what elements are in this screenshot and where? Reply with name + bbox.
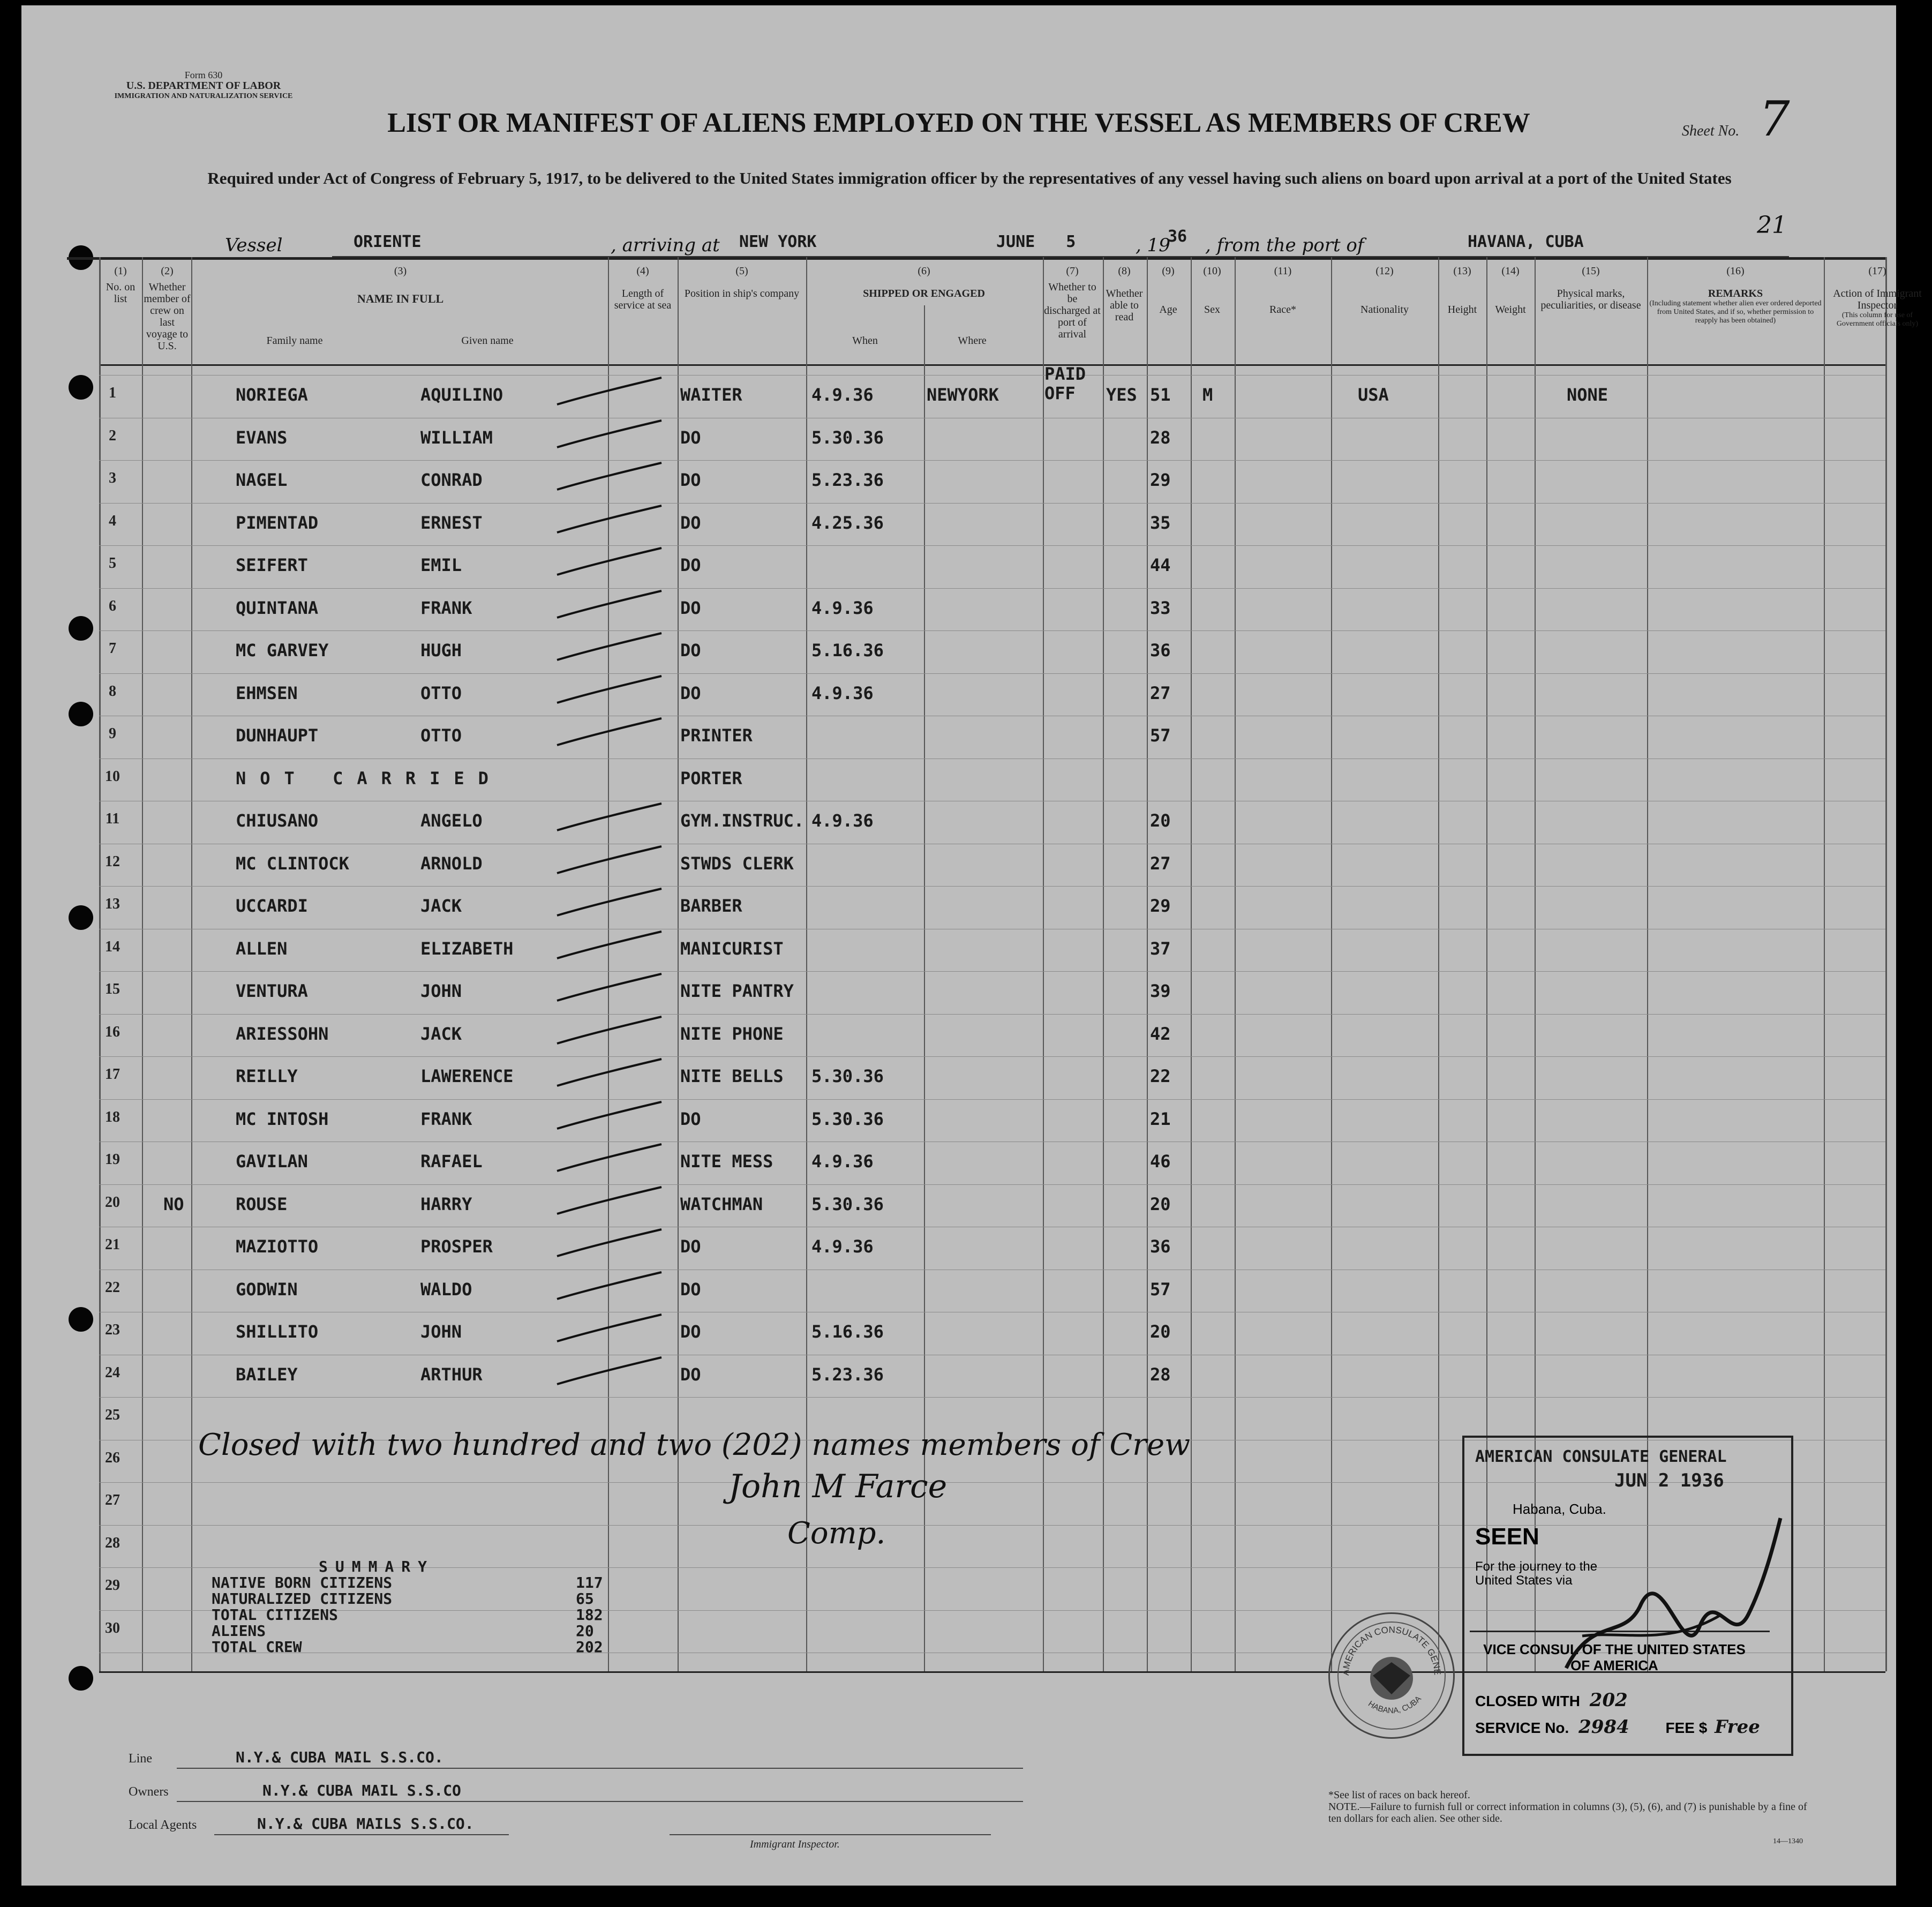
family-name-cell: VENTURA xyxy=(236,981,308,1001)
position-cell: NITE BELLS xyxy=(680,1066,784,1086)
row-number: 17 xyxy=(105,1066,120,1083)
shipped-when-cell: 4.9.36 xyxy=(811,682,874,703)
year-prefix: , 19 xyxy=(1136,235,1170,256)
shipped-when-cell: 4.9.36 xyxy=(811,1151,874,1172)
age-cell: 20 xyxy=(1150,810,1171,831)
position-cell: NITE PANTRY xyxy=(680,981,794,1001)
service-pen-mark xyxy=(552,971,670,1009)
col-16-header: (16) REMARKS (Including statement whether alien ever ordered deported from United States, and if so, whether permission to reapply has been obtained) xyxy=(1649,265,1822,325)
col-17-header: (17) Action of Immigrant Inspector (This column for use of Government officials only) xyxy=(1833,265,1922,328)
shipped-when-cell: 4.9.36 xyxy=(811,810,874,831)
age-cell: 29 xyxy=(1150,470,1171,490)
seal-graphic xyxy=(1330,1614,1453,1737)
vessel-name: ORIENTE xyxy=(354,232,422,251)
position-cell: NITE PHONE xyxy=(680,1023,784,1044)
position-cell: GYM.INSTRUC. xyxy=(680,810,805,831)
family-name-cell: SEIFERT xyxy=(236,555,308,575)
row-rule xyxy=(99,1397,1885,1398)
row-number: 3 xyxy=(109,470,116,486)
row-number: 10 xyxy=(105,768,120,785)
position-cell: DO xyxy=(680,555,701,575)
col-15-header: (15) Physical marks, peculiarities, or disease xyxy=(1540,265,1641,311)
age-cell: 21 xyxy=(1150,1108,1171,1129)
row-number: 19 xyxy=(105,1151,120,1168)
col-11-header: (11) Race* xyxy=(1269,265,1296,316)
row-number: 25 xyxy=(105,1407,120,1423)
given-name-cell: FRANK xyxy=(420,1108,472,1129)
shipped-when-cell: 5.16.36 xyxy=(811,1322,884,1342)
form-id-block xyxy=(102,70,305,102)
row-number: 20 xyxy=(105,1193,120,1211)
position-cell: STWDS CLERK xyxy=(680,853,794,874)
given-name-cell: AQUILINO xyxy=(420,385,503,405)
arrival-year: 36 xyxy=(1168,227,1187,246)
agents-label: Local Agents xyxy=(129,1818,197,1832)
row-rule xyxy=(99,971,1885,972)
row-number: 16 xyxy=(105,1023,120,1040)
given-name-cell: ANGELO xyxy=(420,810,483,831)
age-cell: 46 xyxy=(1150,1151,1171,1172)
row-rule xyxy=(99,1056,1885,1057)
age-cell: 27 xyxy=(1150,682,1171,703)
row-number: 4 xyxy=(109,512,116,529)
age-cell: 57 xyxy=(1150,725,1171,746)
department-name: U.S. DEPARTMENT OF LABOR xyxy=(126,80,281,92)
punch-hole xyxy=(69,1666,93,1691)
discharged-cell: PAID OFF xyxy=(1044,364,1086,403)
given-name-cell: EMIL xyxy=(420,555,462,575)
col-13-header: (13) Height xyxy=(1447,265,1477,316)
summary-value: 202 xyxy=(576,1638,603,1656)
stamp-journey: For the journey to the United States via xyxy=(1475,1559,1598,1588)
row-number: 27 xyxy=(105,1492,120,1508)
row-number: 14 xyxy=(105,938,120,955)
service-pen-mark xyxy=(552,1355,670,1392)
family-name-cell: PIMENTAD xyxy=(236,512,319,533)
stamp-seen: SEEN xyxy=(1475,1523,1539,1550)
sheet-number: 7 xyxy=(1759,91,1790,147)
position-cell: DO xyxy=(680,1364,701,1385)
service-pen-mark xyxy=(552,1014,670,1052)
given-name-cell: HUGH xyxy=(420,640,462,660)
summary-label: ALIENS xyxy=(212,1622,266,1640)
footer-notes xyxy=(1328,1789,1810,1825)
service-pen-mark xyxy=(552,1184,670,1222)
position-cell: PORTER xyxy=(680,768,742,789)
row-number: 8 xyxy=(109,682,116,700)
age-cell: 37 xyxy=(1150,938,1171,959)
line-label: Line xyxy=(129,1752,152,1766)
service-pen-mark xyxy=(552,503,670,540)
col-8-header: (8) Whether able to read xyxy=(1106,265,1143,323)
arrival-date: JUNE 5 xyxy=(996,232,1076,251)
row-number: 5 xyxy=(109,555,116,572)
shipped-when-cell: 4.9.36 xyxy=(811,385,874,405)
column-divider xyxy=(1331,257,1332,1671)
given-name-cell: JACK xyxy=(420,1023,462,1044)
consulate-stamp xyxy=(1462,1436,1793,1756)
family-name-cell: MC CLINTOCK xyxy=(236,853,349,874)
family-name-cell: ARIESSOHN xyxy=(236,1023,329,1044)
row-number: 2 xyxy=(109,427,116,444)
service-pen-mark xyxy=(552,844,670,881)
row-number: 23 xyxy=(105,1322,120,1338)
position-cell: BARBER xyxy=(680,896,742,916)
col-3-header: (3) NAME IN FULL Family name Given name xyxy=(193,265,608,305)
col-2-header: (2) Whether member of crew on last voyage to U.S. xyxy=(144,265,191,352)
table-top-rule xyxy=(67,257,1885,260)
age-cell: 39 xyxy=(1150,981,1171,1001)
family-name-cell: ALLEN xyxy=(236,938,288,959)
document-subtitle: Required under Act of Congress of February 5, 1917, to be delivered to the United States immigration officer by the representatives of any vessel having such aliens on board upon arrival at a port of the United States xyxy=(207,169,1732,187)
row-rule xyxy=(99,375,1885,376)
inspector-label: Immigrant Inspector. xyxy=(750,1838,840,1850)
position-cell: WATCHMAN xyxy=(680,1193,763,1214)
position-cell: WAITER xyxy=(680,385,742,405)
family-name-subheader: Family name xyxy=(266,335,323,347)
summary-value: 65 xyxy=(576,1590,594,1608)
service-pen-mark xyxy=(552,460,670,498)
row-rule xyxy=(99,588,1885,589)
row-number: 30 xyxy=(105,1619,120,1636)
service-pen-mark xyxy=(552,929,670,966)
given-name-cell: ELIZABETH xyxy=(420,938,514,959)
given-name-cell: OTTO xyxy=(420,682,462,703)
shipped-when-cell: 4.25.36 xyxy=(811,512,884,533)
given-name-cell: OTTO xyxy=(420,725,462,746)
shipped-when-cell: 4.9.36 xyxy=(811,1236,874,1257)
age-cell: 36 xyxy=(1150,640,1171,660)
vice-consul-signature xyxy=(1561,1507,1786,1695)
given-name-cell: ARTHUR xyxy=(420,1364,483,1385)
given-name-cell: RAFAEL xyxy=(420,1151,483,1172)
stamp-consulate: AMERICAN CONSULATE GENERAL xyxy=(1475,1447,1727,1466)
from-label: , from the port of xyxy=(1205,235,1364,256)
col-5-header: (5) Position in ship's company xyxy=(684,265,800,299)
family-name-cell: UCCARDI xyxy=(236,896,308,916)
service-pen-mark xyxy=(552,588,670,626)
form-number: Form 630 xyxy=(184,70,223,80)
shipped-when-cell: 4.9.36 xyxy=(811,597,874,618)
age-cell: 20 xyxy=(1150,1193,1171,1214)
service-pen-mark xyxy=(552,673,670,711)
document-title: LIST OR MANIFEST OF ALIENS EMPLOYED ON THE VESSEL AS MEMBERS OF CREW xyxy=(387,108,1530,138)
position-cell: DO xyxy=(680,470,701,490)
column-divider xyxy=(191,257,192,1671)
print-code: 14—1340 xyxy=(1773,1837,1803,1845)
position-cell: MANICURIST xyxy=(680,938,784,959)
col-4-header: (4) Length of service at sea xyxy=(614,265,672,311)
position-cell: DO xyxy=(680,427,701,448)
summary-row xyxy=(212,1607,651,1623)
given-name-cell: WALDO xyxy=(420,1279,472,1300)
row-rule xyxy=(99,503,1885,504)
row-number: 7 xyxy=(109,640,116,657)
signature-title: Comp. xyxy=(787,1516,886,1551)
when-subheader: When xyxy=(852,335,878,347)
row-number: 13 xyxy=(105,896,120,912)
service-pen-mark xyxy=(552,1312,670,1349)
column-divider xyxy=(1235,257,1236,1671)
column-divider xyxy=(1191,257,1192,1671)
stamp-service-no: SERVICE No. 2984 FEE $ Free xyxy=(1475,1716,1760,1738)
row-number: 12 xyxy=(105,853,120,870)
service-pen-mark xyxy=(552,716,670,753)
fine-note: NOTE.—Failure to furnish full or correct information in columns (3), (5), (6), and (7) is punishable by a fine of ten dollars for each alien. See other side. xyxy=(1328,1801,1807,1825)
given-name-cell: WILLIAM xyxy=(420,427,493,448)
agents-value: N.Y.& CUBA MAILS S.S.CO. xyxy=(257,1815,474,1833)
stamp-date: JUN 2 1936 xyxy=(1614,1470,1724,1491)
summary-label: NATURALIZED CITIZENS xyxy=(212,1590,393,1608)
row-rule xyxy=(99,1014,1885,1015)
age-cell: 28 xyxy=(1150,1364,1171,1385)
family-name-cell: SHILLITO xyxy=(236,1322,319,1342)
service-pen-mark xyxy=(552,1099,670,1137)
column-divider xyxy=(142,257,143,1671)
row-rule xyxy=(99,1099,1885,1100)
row-rule xyxy=(99,460,1885,461)
service-pen-mark xyxy=(552,1142,670,1179)
given-name-cell: JACK xyxy=(420,896,462,916)
family-name-cell: DUNHAUPT xyxy=(236,725,319,746)
able-to-read-cell: YES xyxy=(1106,385,1137,405)
column-headers xyxy=(99,265,1922,367)
family-name-cell: MC GARVEY xyxy=(236,640,329,660)
age-cell: 44 xyxy=(1150,555,1171,575)
col-1-header: (1) No. on list xyxy=(106,265,136,305)
service-pen-mark xyxy=(552,1056,670,1094)
row-number: 22 xyxy=(105,1279,120,1296)
column-divider xyxy=(924,305,925,1671)
family-name-cell: GODWIN xyxy=(236,1279,298,1300)
row-number: 21 xyxy=(105,1236,120,1253)
row-number: 24 xyxy=(105,1364,120,1381)
arriving-label: , arriving at xyxy=(611,235,720,256)
stamp-city: Habana, Cuba. xyxy=(1513,1501,1606,1517)
position-cell: DO xyxy=(680,640,701,660)
age-cell: 51 xyxy=(1150,385,1171,405)
given-name-cell: FRANK xyxy=(420,597,472,618)
owners-value: N.Y.& CUBA MAIL S.S.CO xyxy=(262,1782,461,1799)
row-number: 29 xyxy=(105,1577,120,1594)
row-number: 6 xyxy=(109,597,116,614)
service-name: IMMIGRATION AND NATURALIZATION SERVICE xyxy=(114,92,293,100)
given-name-cell: JOHN xyxy=(420,981,462,1001)
given-name-cell: ERNEST xyxy=(420,512,483,533)
summary-row xyxy=(212,1623,651,1639)
age-cell: 35 xyxy=(1150,512,1171,533)
stamp-closed-with: CLOSED WITH 202 xyxy=(1475,1690,1628,1711)
summary-items xyxy=(212,1575,651,1655)
punch-hole xyxy=(69,702,93,726)
age-cell: 22 xyxy=(1150,1066,1171,1086)
col-7-header: (7) Whether to be discharged at port of arrival xyxy=(1044,265,1101,340)
age-cell: 33 xyxy=(1150,597,1171,618)
family-name-cell: GAVILAN xyxy=(236,1151,308,1172)
page-mark: 21 xyxy=(1757,212,1787,239)
given-name-cell: ARNOLD xyxy=(420,853,483,874)
owners-label: Owners xyxy=(129,1785,169,1799)
stamp-vice-consul: VICE CONSUL OF THE UNITED STATES OF AMERICA xyxy=(1483,1641,1746,1673)
consulate-seal xyxy=(1328,1612,1455,1739)
family-name-cell: EHMSEN xyxy=(236,682,298,703)
line-value: N.Y.& CUBA MAIL S.S.CO. xyxy=(236,1748,443,1766)
position-cell: DO xyxy=(680,1108,701,1129)
shipped-when-cell: 5.16.36 xyxy=(811,640,884,660)
physical-marks-cell: NONE xyxy=(1567,385,1608,405)
age-cell: 27 xyxy=(1150,853,1171,874)
row-number: 18 xyxy=(105,1108,120,1125)
age-cell: 57 xyxy=(1150,1279,1171,1300)
position-cell: DO xyxy=(680,597,701,618)
family-name-cell: CHIUSANO xyxy=(236,810,319,831)
given-name-cell: CONRAD xyxy=(420,470,483,490)
summary-value: 182 xyxy=(576,1606,603,1624)
family-name-cell: NAGEL xyxy=(236,470,288,490)
where-subheader: Where xyxy=(958,335,987,347)
row-rule xyxy=(99,886,1885,887)
column-divider xyxy=(1438,257,1439,1671)
summary-title: SUMMARY xyxy=(319,1558,435,1575)
seal-city-text: HABANA, CUBA xyxy=(1366,1694,1423,1716)
age-cell: 29 xyxy=(1150,896,1171,916)
seal-ring-text: AMERICAN CONSULATE GENE xyxy=(1340,1624,1443,1676)
service-pen-mark xyxy=(552,375,670,412)
given-name-subheader: Given name xyxy=(461,335,514,347)
sheet-label: Sheet No. xyxy=(1682,123,1740,139)
service-pen-mark xyxy=(552,630,670,668)
summary-row xyxy=(212,1575,651,1591)
position-cell: DO xyxy=(680,1236,701,1257)
family-name-cell: REILLY xyxy=(236,1066,298,1086)
from-port: HAVANA, CUBA xyxy=(1468,232,1584,251)
summary-value: 20 xyxy=(576,1622,594,1640)
races-note: *See list of races on back hereof. xyxy=(1328,1789,1470,1801)
service-pen-mark xyxy=(552,418,670,455)
summary-label: TOTAL CREW xyxy=(212,1638,302,1656)
shipped-when-cell: 5.23.36 xyxy=(811,470,884,490)
service-pen-mark xyxy=(552,801,670,838)
arriving-port: NEW YORK xyxy=(739,232,817,251)
service-pen-mark xyxy=(552,886,670,924)
family-name-cell: NOT CARRIED xyxy=(236,768,502,789)
family-name-cell: MAZIOTTO xyxy=(236,1236,319,1257)
col-14-header: (14) Weight xyxy=(1495,265,1526,316)
nationality-cell: USA xyxy=(1358,385,1389,405)
row-number: 11 xyxy=(105,810,120,827)
given-name-cell: JOHN xyxy=(420,1322,462,1342)
shipped-when-cell: 5.30.36 xyxy=(811,427,884,448)
given-name-cell: PROSPER xyxy=(420,1236,493,1257)
shipped-when-cell: 5.30.36 xyxy=(811,1193,884,1214)
row-number: 28 xyxy=(105,1534,120,1551)
row-number: 9 xyxy=(109,725,116,742)
col-9-header: (9) Age xyxy=(1159,265,1177,316)
manifest-document xyxy=(21,5,1922,1886)
row-rule xyxy=(99,673,1885,674)
position-cell: DO xyxy=(680,682,701,703)
punch-hole xyxy=(69,1307,93,1332)
position-cell: DO xyxy=(680,1322,701,1342)
given-name-cell: HARRY xyxy=(420,1193,472,1214)
prev-voyage-cell: NO xyxy=(163,1193,184,1214)
closing-note: Closed with two hundred and two (202) names members of Crew xyxy=(198,1428,1191,1462)
service-pen-mark xyxy=(552,1270,670,1307)
sex-cell: M xyxy=(1202,385,1213,405)
summary-row xyxy=(212,1639,651,1655)
age-cell: 42 xyxy=(1150,1023,1171,1044)
column-divider xyxy=(1885,257,1887,1671)
shipped-when-cell: 5.23.36 xyxy=(811,1364,884,1385)
position-cell: DO xyxy=(680,1279,701,1300)
vessel-label: Vessel xyxy=(225,235,283,256)
row-rule xyxy=(99,545,1885,546)
summary-label: TOTAL CITIZENS xyxy=(212,1606,339,1624)
col-6-header: (6) SHIPPED OR ENGAGED When Where xyxy=(806,265,1042,299)
row-number: 1 xyxy=(109,385,116,401)
family-name-cell: QUINTANA xyxy=(236,597,319,618)
age-cell: 36 xyxy=(1150,1236,1171,1257)
given-name-cell: LAWERENCE xyxy=(420,1066,514,1086)
column-divider xyxy=(1824,257,1825,1671)
summary-block xyxy=(212,1559,651,1655)
position-cell: DO xyxy=(680,512,701,533)
service-pen-mark xyxy=(552,1227,670,1264)
family-name-cell: EVANS xyxy=(236,427,288,448)
row-number: 26 xyxy=(105,1449,120,1466)
punch-hole xyxy=(69,905,93,930)
row-number: 15 xyxy=(105,981,120,997)
family-name-cell: ROUSE xyxy=(236,1193,288,1214)
age-cell: 28 xyxy=(1150,427,1171,448)
row-rule xyxy=(99,1184,1885,1185)
family-name-cell: NORIEGA xyxy=(236,385,308,405)
summary-value: 117 xyxy=(576,1574,603,1591)
row-rule xyxy=(99,630,1885,631)
service-pen-mark xyxy=(552,545,670,583)
position-cell: NITE MESS xyxy=(680,1151,773,1172)
family-name-cell: MC INTOSH xyxy=(236,1108,329,1129)
col-12-header: (12) Nationality xyxy=(1360,265,1409,316)
shipped-when-cell: 5.30.36 xyxy=(811,1108,884,1129)
signature-name: John M Farce xyxy=(728,1468,948,1505)
col-10-header: (10) Sex xyxy=(1203,265,1221,316)
punch-hole xyxy=(69,375,93,400)
summary-label: NATIVE BORN CITIZENS xyxy=(212,1574,393,1591)
shipped-where-cell: NEWYORK xyxy=(927,385,999,405)
shipped-when-cell: 5.30.36 xyxy=(811,1066,884,1086)
position-cell: PRINTER xyxy=(680,725,753,746)
punch-hole xyxy=(69,616,93,641)
summary-row xyxy=(212,1591,651,1607)
family-name-cell: BAILEY xyxy=(236,1364,298,1385)
age-cell: 20 xyxy=(1150,1322,1171,1342)
